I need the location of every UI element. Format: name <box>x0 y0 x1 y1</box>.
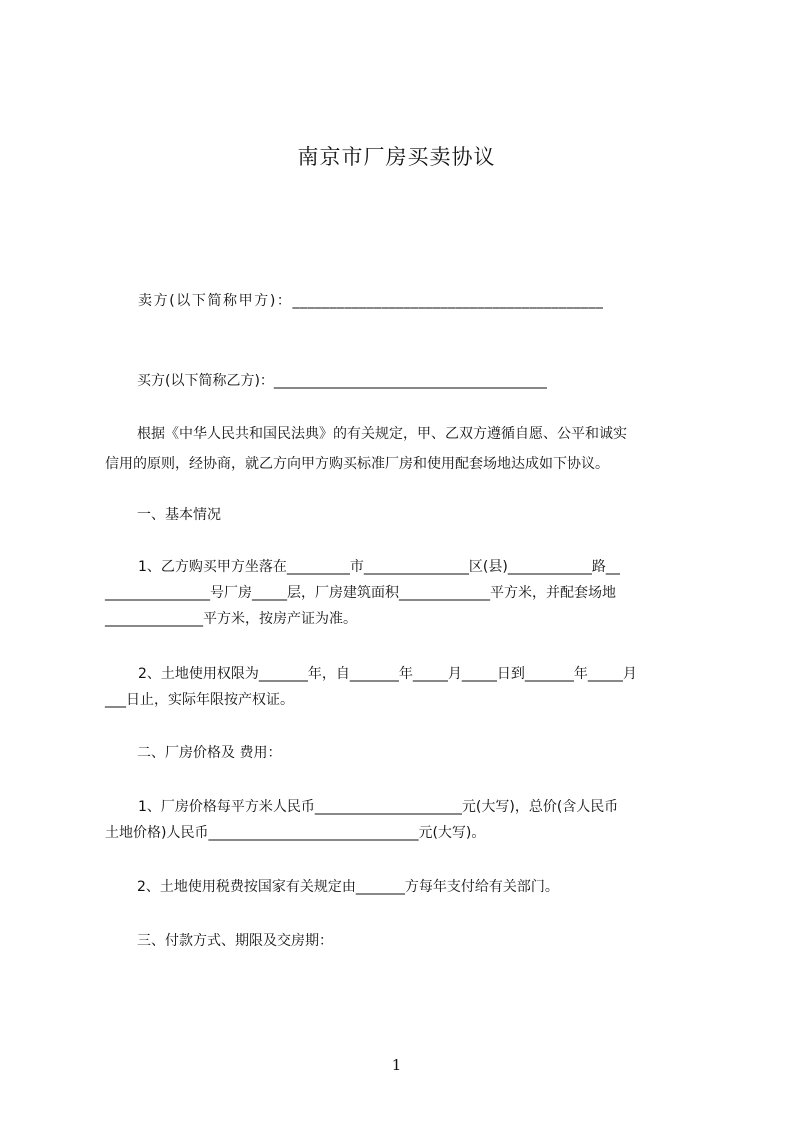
seller-label: 卖方(以下简称甲方)： <box>138 293 293 309</box>
seller-line <box>138 292 603 310</box>
item-1-2-line-1: 2、土地使用权限为_______年，自_______年_____月_____日到_______年_____月 <box>138 666 637 682</box>
item-1-1-line-2: _______________号厂房_____层，厂房建筑面积_____________平方米，并配套场地 <box>105 585 616 601</box>
page-number: 1 <box>391 1056 402 1074</box>
item-1-2-line-2: ___日止，实际年限按产权证。 <box>105 692 294 708</box>
item-2-2-line-1: 2、土地使用税费按国家有关规定由_______方每年支付给有关部门。 <box>137 879 559 895</box>
seller-blank: __________________________________________ <box>292 293 604 309</box>
item-1-1-line-1: 1、乙方购买甲方坐落在_________市_______________区(县)____________路__ <box>138 559 620 575</box>
document-title: 南京市厂房买卖协议 <box>297 145 496 169</box>
intro-line-2: 信用的原则，经协商，就乙方向甲方购买标准厂房和使用配套场地达成如下协议。 <box>105 456 609 472</box>
buyer-line: 买方(以下简称乙方)：_______________________________________ <box>137 373 547 389</box>
section-1-heading: 一、基本情况 <box>137 507 221 523</box>
intro-line-1: 根据《中华人民共和国民法典》的有关规定，甲、乙双方遵循自愿、公平和诚实 <box>137 426 627 442</box>
item-2-1-line-2: 土地价格)人民币______________________________元(大写)。 <box>105 825 486 841</box>
item-1-1-line-3: ______________平方米，按房产证为准。 <box>105 611 357 627</box>
section-3-heading: 三、付款方式、期限及交房期： <box>137 933 333 949</box>
section-2-heading: 二、厂房价格及 费用： <box>137 745 282 761</box>
item-2-1-line-1: 1、厂房价格每平方米人民币_____________________元(大写)，总价(含人民币 <box>138 799 619 815</box>
